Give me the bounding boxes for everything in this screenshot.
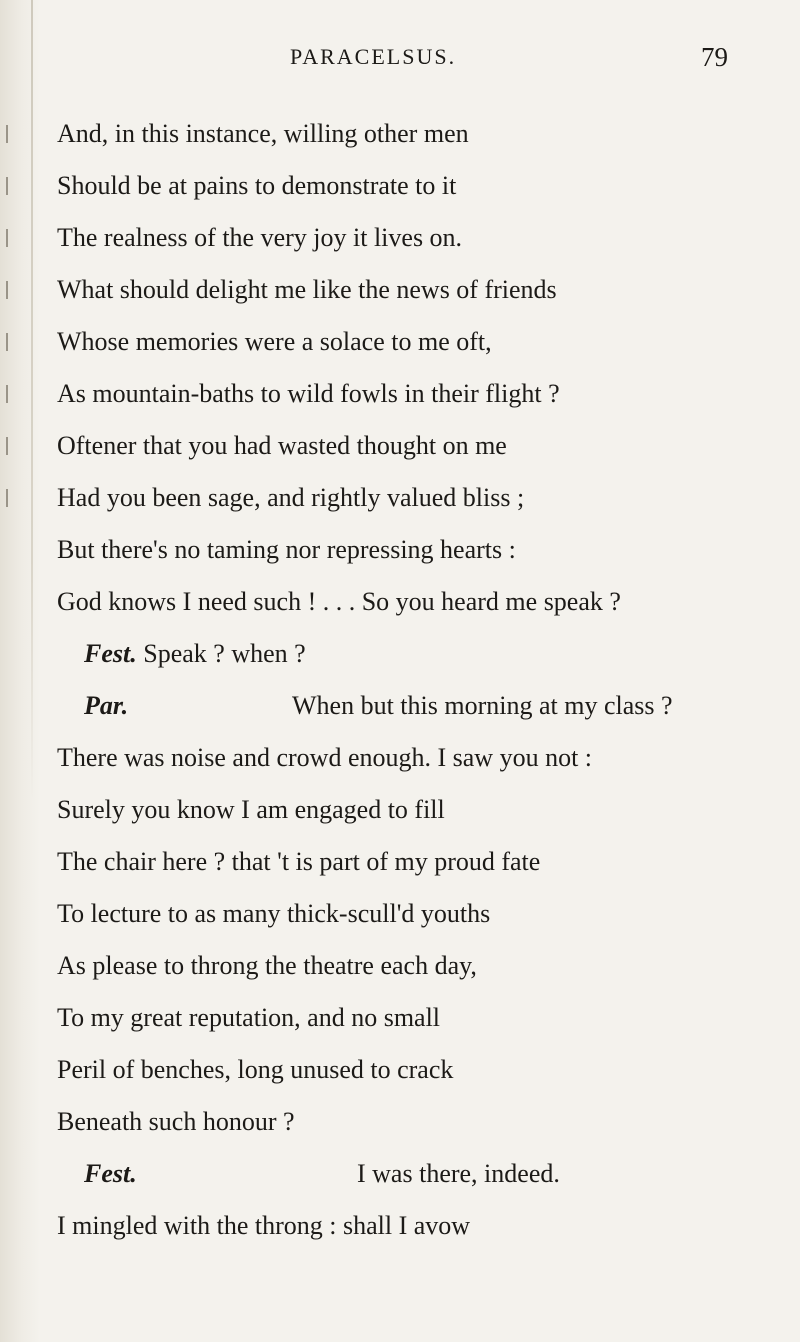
gutter-mark: [6, 177, 13, 195]
verse-line: God knows I need such ! . . . So you heard me speak ?: [57, 587, 621, 616]
verse-line: I mingled with the throng : shall I avow: [57, 1211, 471, 1240]
speaker-name: Par.: [84, 691, 129, 720]
verse-line: To lecture to as many thick-scull'd youths: [57, 899, 491, 928]
gutter-mark: [6, 437, 13, 455]
verse-line: Beneath such honour ?: [57, 1107, 295, 1136]
speaker-name: Fest.: [84, 1159, 137, 1188]
verse-line: Oftener that you had wasted thought on me: [57, 431, 507, 460]
dialogue-line: [84, 690, 128, 722]
verse-line: Peril of benches, long unused to crack: [57, 1055, 454, 1084]
verse-line: Whose memories were a solace to me oft,: [57, 327, 492, 356]
verse-line: And, in this instance, willing other men: [57, 119, 469, 148]
speech-text: Speak ? when ?: [143, 639, 306, 668]
verse-line: What should delight me like the news of friends: [57, 275, 557, 304]
speech-text: When but this morning at my class ?: [292, 691, 673, 720]
gutter-mark: [6, 125, 13, 143]
gutter-mark: [6, 281, 13, 299]
speech-text: I was there, indeed.: [357, 1159, 560, 1188]
verse-line: As please to throng the theatre each day,: [57, 951, 477, 980]
verse-line: But there's no taming nor repressing hearts :: [57, 535, 516, 564]
gutter-mark: [6, 489, 13, 507]
gutter-mark: [6, 229, 13, 247]
verse-line: The realness of the very joy it lives on.: [57, 223, 463, 252]
gutter-mark: [6, 385, 13, 403]
gutter-mark: [6, 333, 13, 351]
dialogue-line: [84, 1158, 137, 1190]
verse-line: Surely you know I am engaged to fill: [57, 795, 445, 824]
verse-line: There was noise and crowd enough. I saw you not :: [57, 743, 593, 772]
verse-line: To my great reputation, and no small: [57, 1003, 441, 1032]
page-number: 79: [701, 42, 728, 72]
dialogue-line: [84, 638, 306, 670]
verse-line: The chair here ? that 't is part of my proud fate: [57, 847, 541, 876]
verse-line: Should be at pains to demonstrate to it: [57, 171, 457, 200]
verse-line: Had you been sage, and rightly valued bliss ;: [57, 483, 525, 512]
running-title: PARACELSUS.: [290, 44, 457, 69]
speaker-name: Fest.: [84, 639, 137, 668]
verse-line: As mountain-baths to wild fowls in their flight ?: [57, 379, 560, 408]
